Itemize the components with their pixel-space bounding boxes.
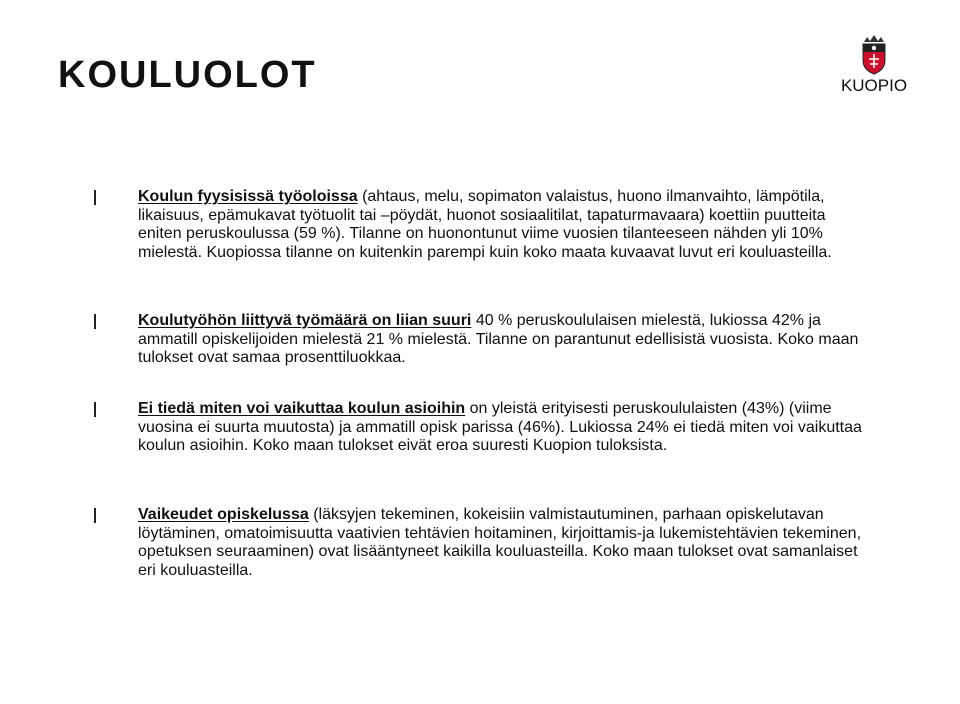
bullet-body: 40 % peruskoululaisen mielestä, lukiossa 42% ja ammatill opiskelijoiden mielestä 21 % mielestä. Tilanne on parantunut edellisistä vuosista. Koko maan tulokset ovat samaa prosenttiluokkaa.: [138, 312, 859, 366]
bullet-text: [138, 400, 868, 456]
bullet-text: [138, 312, 868, 368]
bullet-lead: Koulun fyysisissä työoloissa: [138, 188, 358, 205]
bullet-body: (ahtaus, melu, sopimaton valaistus, huono ilmanvaihto, lämpötila, likaisuus, epämukavat työtuolit tai –pöydät, huonot sosiaalitilat, tapaturmavaara) koettiin puutteita eniten peruskoulussa (59 %). Tilanne on huonontunut viime vuosien tilanteeseen nähden yli 10% mielestä. Kuopiossa tilanne on kuitenkin parempi kuin koko maata kuvaavat luvut eri kouluasteilla.: [138, 188, 832, 261]
bullet-marker: [94, 508, 96, 523]
logo-wordmark: KUOPIO: [840, 76, 908, 95]
bullet-lead: Vaikeudet opiskelussa: [138, 506, 309, 523]
bullet-lead: Koulutyöhön liittyvä työmäärä on liian suuri: [138, 312, 472, 329]
bullet-marker: [94, 402, 96, 417]
page-title: KOULUOLOT: [58, 54, 317, 96]
bullet-body: (läksyjen tekeminen, kokeisiin valmistautuminen, parhaan opiskelutavan löytäminen, omatoimisuutta vaativien tehtävien hoitaminen, kirjoittamis-ja lukemistehtävien tekeminen, opetuksen seuraaminen) ovat lisääntyneet kaikilla kouluasteilla. Koko maan tulokset ovat samanlaiset eri kouluasteilla.: [138, 506, 862, 579]
bullet-lead: Ei tiedä miten voi vaikuttaa koulun asioihin: [138, 400, 466, 417]
bullet-text: [138, 506, 868, 580]
bullet-text: [138, 188, 868, 262]
bullet-marker: [94, 314, 96, 329]
bullet-body: on yleistä erityisesti peruskoululaisten (43%) (viime vuosina ei suurta muutosta) ja ammatill opisk parissa (46%). Lukiossa 24% ei tiedä miten voi vaikuttaa koulun asioihin. Koko maan tulokset eivät eroa suuresti Kuopion tuloksista.: [138, 400, 862, 454]
bullet-marker: [94, 190, 96, 205]
